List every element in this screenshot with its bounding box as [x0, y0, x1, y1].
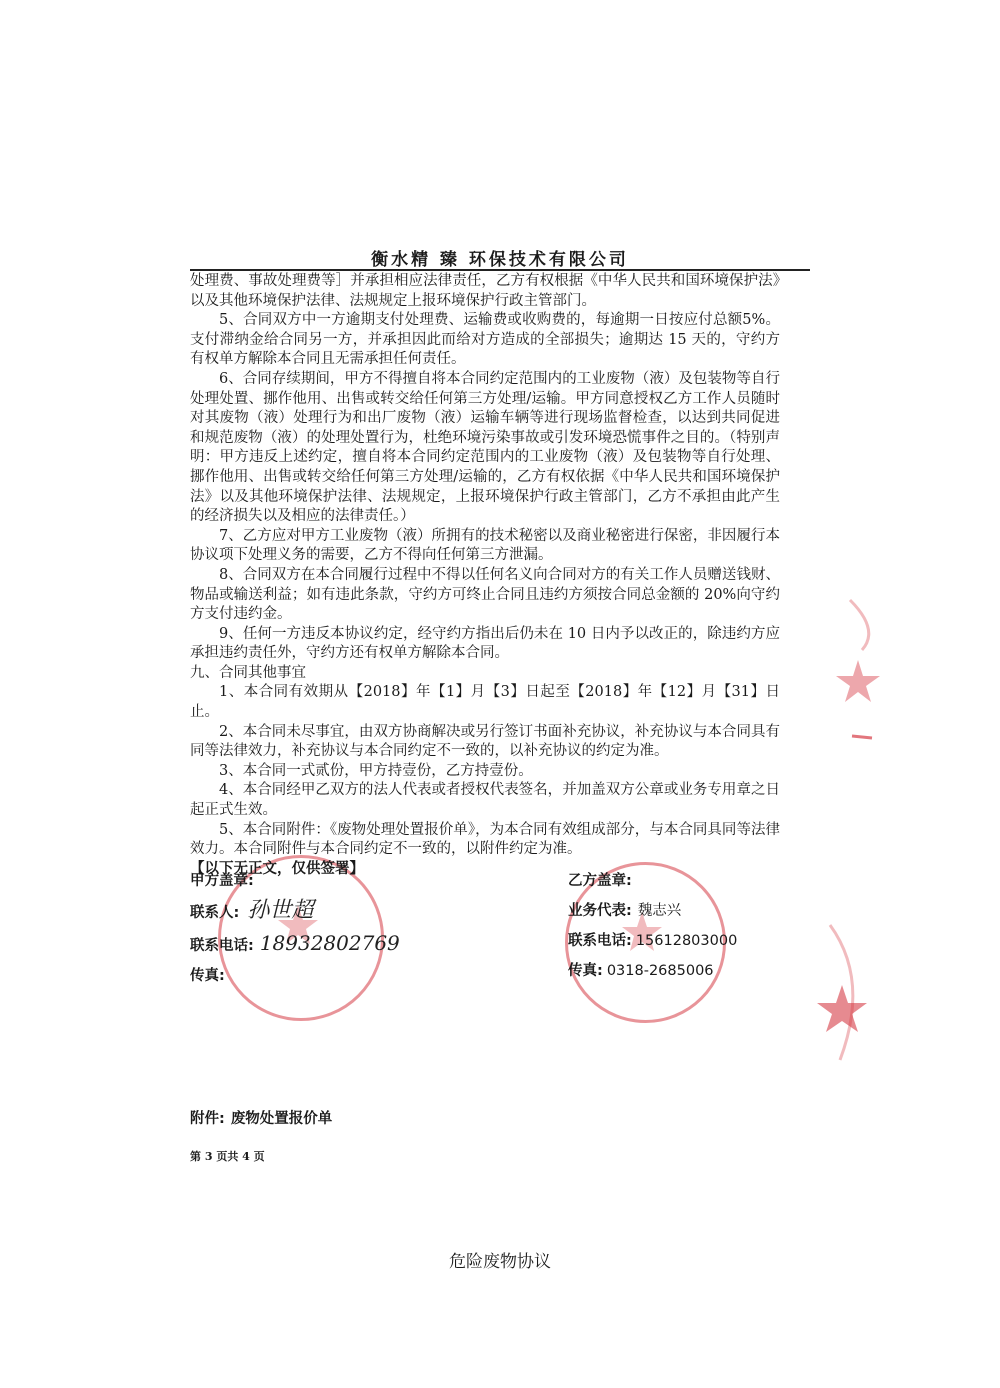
contract-paragraph: 5、本合同附件：《废物处理处置报价单》，为本合同有效组成部分，与本合同具同等法律效力。本合同附件与本合同约定不一致的，以附件约定为准。 — [190, 821, 780, 858]
contract-paragraph: 6、合同存续期间，甲方不得擅自将本合同约定范围内的工业废物（液）及包装物等自行处理处置、挪作他用、出售或转交给任何第三方处理/运输。甲方同意授权乙方工作人员随时对其废物（液）处理行为和出厂废物（液）运输车辆等进行现场监督检查，以达到共同促进和规范废物（液）的处理处置行为，杜绝环境污染事故或引发环境恐慌事件之目的。（特别声明：甲方违反上述约定，擅自将本合同约定范围内的工业废物（液）及包装物等自行处理、挪作他用、出售或转交给任何第三方处理/运输的，乙方有权依据《中华人民共和国环境保护法》以及其他环境保护法律、法规规定，上报环境保护行政主管部门，乙方不承担由此产生的经济损失以及相应的法律责任。） — [190, 370, 780, 525]
contract-paragraph: 5、合同双方中一方逾期支付处理费、运输费或收购费的，每逾期一日按应付总额5%。支付滞纳金给合同另一方，并承担因此而给对方造成的全部损失；逾期达 15 天的，守约方有权单方解除本合同且无需承担任何责任。 — [190, 312, 780, 368]
party-b-rep-name: 魏志兴 — [637, 903, 682, 919]
contract-paragraph: 3、本合同一式贰份，甲方持壹份，乙方持壹份。 — [219, 762, 533, 779]
edge-seal-arc-top — [850, 600, 869, 650]
document-caption: 危险废物协议 — [449, 1252, 551, 1272]
attachment-line — [190, 1107, 332, 1128]
contract-paragraph: 处理费、事故处理费等］并承担相应法律责任，乙方有权根据《中华人民共和国环境保护法》以及其他环境保护法律、法规规定上报环境保护行政主管部门。 — [190, 273, 780, 309]
party-b-block — [568, 866, 737, 986]
contract-body — [190, 272, 780, 879]
attachment-label: 附件: — [190, 1111, 225, 1127]
party-b-fax: 0318-2685006 — [606, 963, 714, 979]
party-a-contact-label: 联系人: — [190, 905, 240, 921]
party-a-seal-label: 甲方盖章: — [190, 873, 254, 889]
company-header: 衡水精 臻 环保技术有限公司 — [371, 250, 629, 270]
edge-seal-star-top — [836, 660, 880, 702]
contract-paragraph: 九、合同其他事宜 — [190, 664, 306, 681]
party-b-seal-label: 乙方盖章: — [568, 873, 632, 889]
party-b-fax-label: 传真: — [568, 963, 603, 979]
party-b-phone: 15612803000 — [635, 933, 738, 949]
party-b-phone-label: 联系电话: — [568, 933, 632, 949]
contract-paragraph: 2、本合同未尽事宜，由双方协商解决或另行签订书面补充协议，补充协议与本合同具有同等法律效力，补充协议与本合同约定不一致的，以补充协议的约定为准。 — [190, 723, 780, 760]
edge-seal-star-bottom — [817, 985, 867, 1032]
party-a-fax-label: 传真: — [190, 968, 225, 984]
contract-paragraph: 4、本合同经甲乙双方的法人代表或者授权代表签名，并加盖双方公章或业务专用章之日起正式生效。 — [190, 782, 780, 819]
contract-paragraph: 8、合同双方在本合同履行过程中不得以任何名义向合同对方的有关工作人员赠送钱财、物品或输送利益；如有违此条款，守约方可终止合同且违约方须按合同总金额的 20%向守约方支付违约金。 — [190, 566, 780, 623]
contract-paragraph: 9、任何一方违反本协议约定，经守约方指出后仍未在 10 日内予以改正的，除违约方应承担违约责任外，守约方还有权单方解除本合同。 — [190, 625, 780, 662]
party-a-contact-signature: 孙世超 — [247, 898, 314, 923]
edge-seal-line — [852, 736, 872, 738]
party-a-block — [190, 866, 400, 991]
page-number: 第 3 页共 4 页 — [190, 1150, 265, 1163]
party-b-rep-label: 业务代表: — [568, 903, 632, 919]
contract-paragraph: 1、本合同有效期从【2018】年【1】月【3】日起至【2018】年【12】月【31】日止。 — [190, 684, 780, 721]
header-rule — [190, 269, 810, 271]
party-a-phone-label: 联系电话: — [190, 938, 254, 954]
attachment-title: 废物处置报价单 — [230, 1111, 333, 1127]
contract-paragraph: 7、乙方应对甲方工业废物（液）所拥有的技术秘密以及商业秘密进行保密，非因履行本协议项下处理义务的需要，乙方不得向任何第三方泄漏。 — [190, 527, 780, 564]
contract-paragraph: 【以下无正文，仅供签署】 — [190, 860, 364, 877]
party-a-phone-handwritten: 18932802769 — [259, 931, 400, 955]
